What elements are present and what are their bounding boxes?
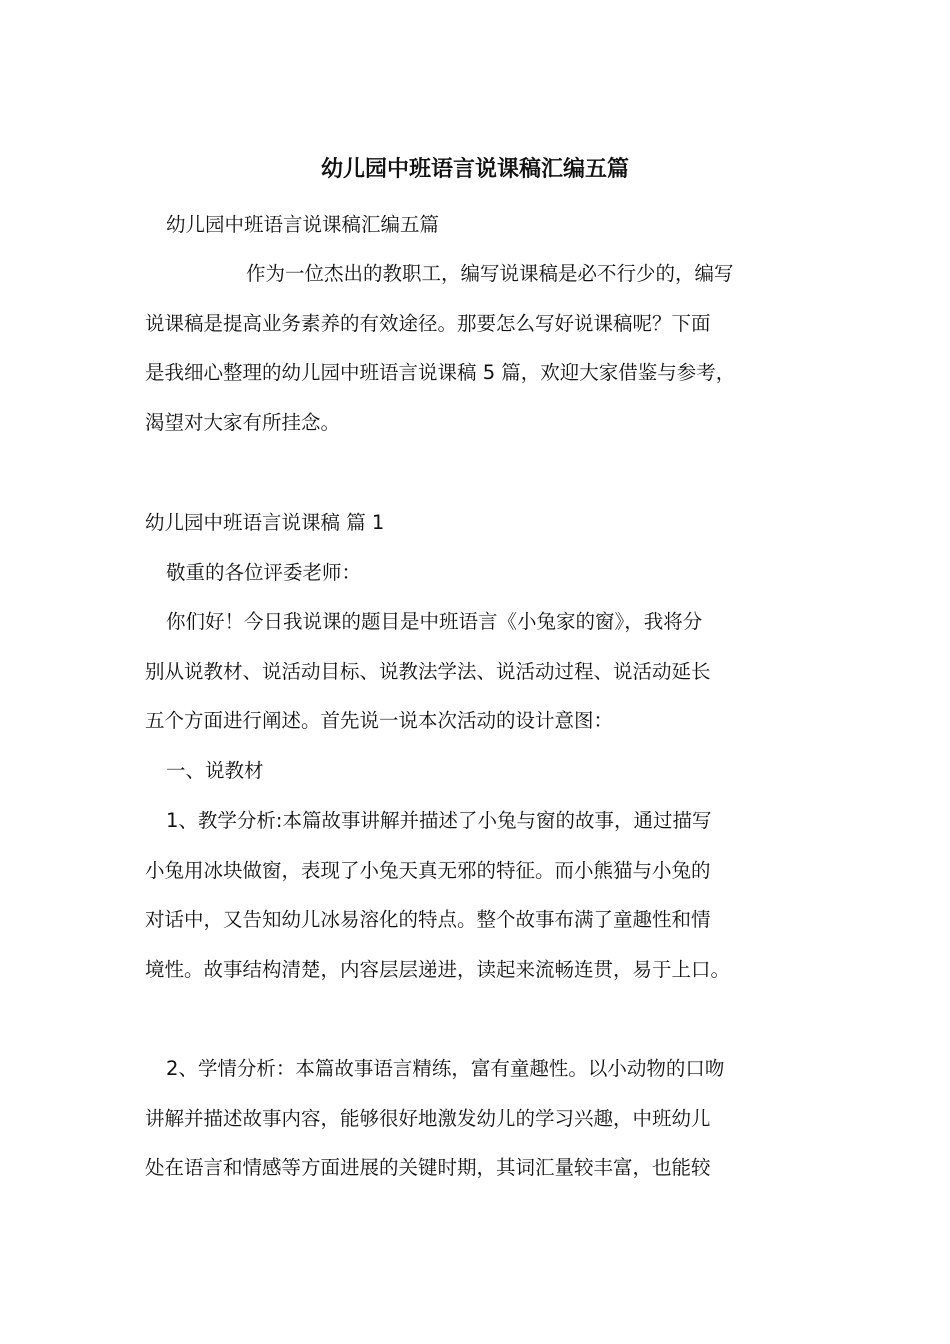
- subtitle-line: 幼儿园中班语言说课稿汇编五篇: [166, 213, 440, 236]
- paragraph-line: 作为一位杰出的教职工，编写说课稿是必不行少的，编写: [246, 262, 734, 285]
- paragraph-line: 处在语言和情感等方面进展的关键时期，其词汇量较丰富，也能较: [145, 1156, 711, 1179]
- paragraph-line: 五个方面进行阐述。首先说一说本次活动的设计意图：: [145, 709, 614, 732]
- paragraph-line: 说课稿是提高业务素养的有效途径。那要怎么写好说课稿呢？下面: [145, 312, 711, 335]
- paragraph-line: 是我细心整理的幼儿园中班语言说课稿 5 篇，欢迎大家借鉴与参考，: [145, 361, 736, 384]
- greeting-line: 敬重的各位评委老师：: [166, 561, 362, 584]
- paragraph-line: 你们好！今日我说课的题目是中班语言《小兔家的窗》，我将分: [166, 610, 703, 633]
- paragraph-line: 境性。故事结构清楚，内容层层递进，读起来流畅连贯，易于上口。: [145, 958, 731, 981]
- subsection-heading: 一、说教材: [166, 759, 264, 782]
- section-heading: 幼儿园中班语言说课稿 篇 1: [145, 511, 385, 534]
- paragraph-line: 别从说教材、说活动目标、说教法学法、说活动过程、说活动延长: [145, 660, 711, 683]
- paragraph-line: 2、学情分析：本篇故事语言精练，富有童趣性。以小动物的口吻: [166, 1057, 725, 1080]
- paragraph-line: 对话中，又告知幼儿冰易溶化的特点。整个故事布满了童趣性和情: [145, 908, 711, 931]
- paragraph-line: 渴望对大家有所挂念。: [145, 411, 341, 434]
- document-title: 幼儿园中班语言说课稿汇编五篇: [320, 157, 629, 182]
- paragraph-line: 1、教学分析:本篇故事讲解并描述了小兔与窗的故事，通过描写: [166, 809, 712, 832]
- paragraph-line: 讲解并描述故事内容，能够很好地激发幼儿的学习兴趣，中班幼儿: [145, 1107, 711, 1130]
- paragraph-line: 小兔用冰块做窗，表现了小兔天真无邪的特征。而小熊猫与小兔的: [145, 859, 711, 882]
